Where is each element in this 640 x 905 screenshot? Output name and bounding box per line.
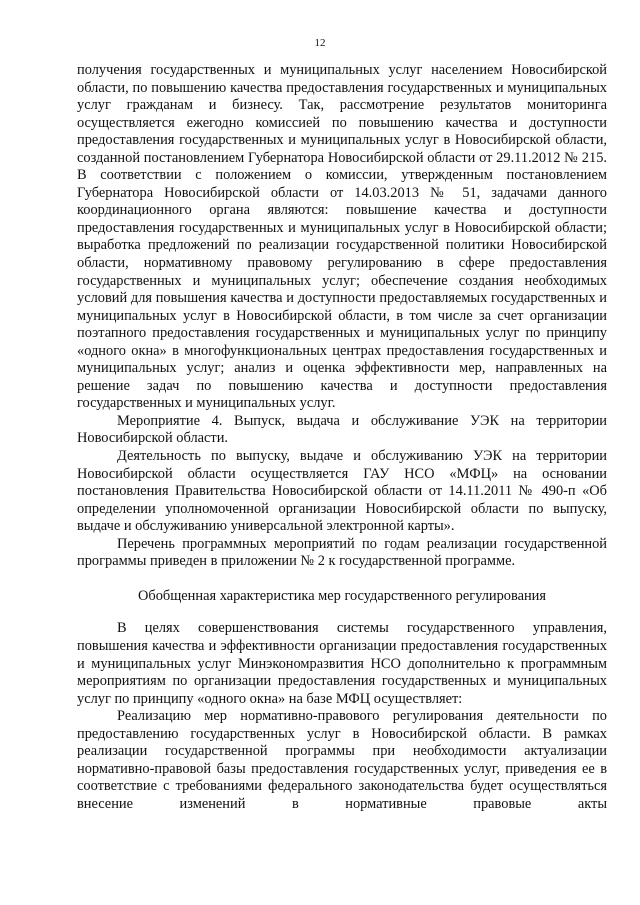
paragraph-uek-activity: Деятельность по выпуску, выдаче и обслуживанию УЭК на территории Новосибирской области осуществляется ГАУ НСО «МФЦ» на основании постановления Правительства Новосибирской области от 14.11.2011 № 490-п «Об определении уполномоченной организации Новосибирской области по выпуску, выдаче и обслуживанию универсальной электронной карты». <box>77 448 607 535</box>
document-body <box>77 62 607 813</box>
section-heading: Обобщенная характеристика мер государственного регулирования <box>137 587 546 604</box>
paragraph-improvement-goals: В целях совершенствования системы государственного управления, повышения качества и эффективности организации предоставления государственных и муниципальных услуг Минэкономразвития НСО дополнительно к программным мероприятиям по организации предоставления государственных и муниципальных услуг по принципу «одного окна» на базе МФЦ осуществляет: <box>77 620 607 707</box>
page-number: 12 <box>314 37 326 49</box>
paragraph-program-events-list: Перечень программных мероприятий по годам реализации государственной программы приведен в приложении № 2 к государственной программе. <box>77 535 607 570</box>
paragraph-continuation: получения государственных и муниципальных услуг населением Новосибирской области, по повышению качества предоставления государственных и муниципальных услуг гражданам и бизнесу. Так, рассмотрение результатов мониторинга осуществляется ежегодно комиссией по повышению качества и доступности предоставления государственных и муниципальных услуг в Новосибирской области, созданной постановлением Губернатора Новосибирской области от 29.11.2012 № 215. В соответствии с положением о комиссии, утвержденным постановлением Губернатора Новосибирской области от 14.03.2013 № 51, задачами данного координационного органа являются: повышение качества и доступности предоставления государственных и муниципальных услуг в Новосибирской области; выработка предложений по реализации государственной политики Новосибирской области, нормативному правовому регулированию в сфере предоставления государственных и муниципальных услуг; обеспечение создания необходимых условий для повышения качества и доступности предоставляемых государственных и муниципальных услуг в Новосибирской области, в том числе за счет организации поэтапного предоставления государственных и муниципальных услуг по принципу «одного окна» в многофункциональных центрах предоставления государственных и муниципальных услуг; анализ и оценка эффективности мер, направленных на решение задач по повышению качества и доступности предоставления государственных и муниципальных услуг. <box>77 62 607 412</box>
paragraph-regulation-measures: Реализацию мер нормативно-правового регулирования деятельности по предоставлению государственных услуг в Новосибирской области. В рамках реализации государственной программы при необходимости актуализации нормативно-правовой базы предоставления государственных услуг, приведения ее в соответствие с требованиями федерального законодательства будет осуществляться внесение изменений в нормативные правовые акты <box>77 708 607 812</box>
paragraph-event-4: Мероприятие 4. Выпуск, выдача и обслуживание УЭК на территории Новосибирской области. <box>77 412 607 447</box>
